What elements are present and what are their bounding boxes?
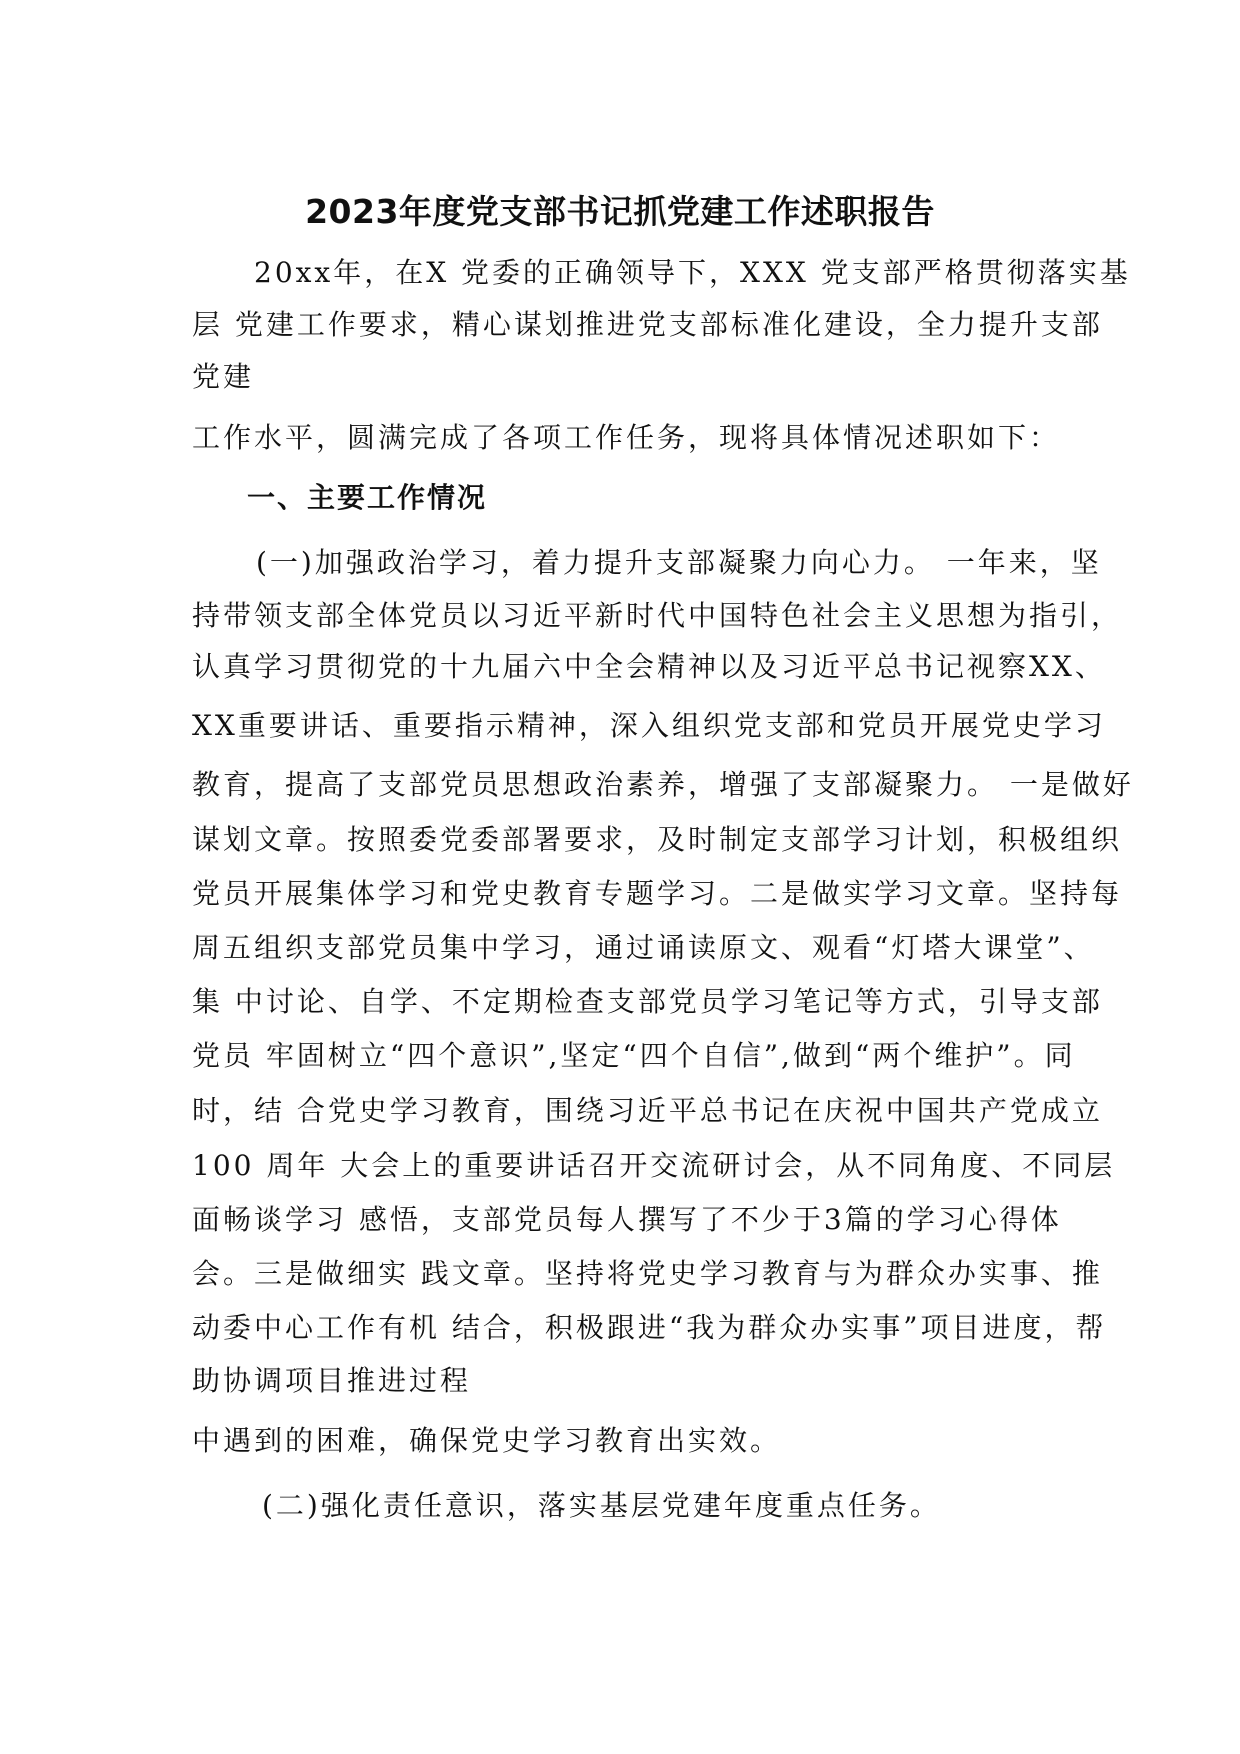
paragraph-line: 中遇到的困难，确保党史学习教育出实效。 [192, 1424, 782, 1457]
paragraph-line: 谋划文章。按照委党委部署要求，及时制定支部学习计划，积极组织 [192, 823, 1123, 856]
paragraph-line: 时，结 合党史学习教育，围绕习近平总书记在庆祝中国共产党成立 [192, 1094, 1103, 1127]
paragraph-line: XX重要讲话、重要指示精神，深入组织党支部和党员开展党史学习 [192, 709, 1106, 742]
paragraph-line: 工作水平，圆满完成了各项工作任务，现将具体情况述职如下： [192, 421, 1061, 454]
paragraph-line: (一)加强政治学习，着力提升支部凝聚力向心力。 一年来，坚 [256, 546, 1102, 579]
paragraph-line: 面畅谈学习 感悟，支部党员每人撰写了不少于3篇的学习心得体 [192, 1203, 1062, 1236]
paragraph-line: 认真学习贯彻党的十九届六中全会精神以及习近平总书记视察XX、 [192, 650, 1106, 683]
paragraph-line: 教育，提高了支部党员思想政治素养，增强了支部凝聚力。 一是做好 [192, 768, 1134, 801]
paragraph-line: 集 中讨论、自学、不定期检查支部党员学习笔记等方式，引导支部 [192, 985, 1103, 1018]
paragraph-line: 党员开展集体学习和党史教育专题学习。二是做实学习文章。坚持每 [192, 877, 1123, 910]
paragraph-line: 会。三是做细实 践文章。坚持将党史学习教育与为群众办实事、推 [192, 1257, 1103, 1290]
paragraph-line: 持带领支部全体党员以习近平新时代中国特色社会主义思想为指引， [192, 599, 1123, 632]
paragraph-line: 100 周年 大会上的重要讲话召开交流研讨会，从不同角度、不同层 [192, 1149, 1116, 1182]
document-title: 2023年度党支部书记抓党建工作述职报告 [305, 192, 935, 231]
paragraph-line: 层 党建工作要求，精心谋划推进党支部标准化建设，全力提升支部 [192, 308, 1103, 341]
paragraph-line: 动委中心工作有机 结合，积极跟进“我为群众办实事”项目进度，帮 [192, 1311, 1107, 1344]
paragraph-line: 党员 牢固树立“四个意识”,坚定“四个自信”,做到“两个维护”。同 [192, 1039, 1076, 1072]
paragraph-line: 助协调项目推进过程 [192, 1364, 472, 1397]
section-heading: 一、主要工作情况 [247, 481, 488, 514]
paragraph-line: 20xx年，在X 党委的正确领导下，XXX 党支部严格贯彻落实基 [254, 256, 1131, 289]
paragraph-line: 党建 [192, 360, 255, 393]
paragraph-line: 周五组织支部党员集中学习，通过诵读原文、观看“灯塔大课堂”、 [192, 931, 1095, 964]
paragraph-line: (二)强化责任意识，落实基层党建年度重点任务。 [262, 1489, 941, 1522]
